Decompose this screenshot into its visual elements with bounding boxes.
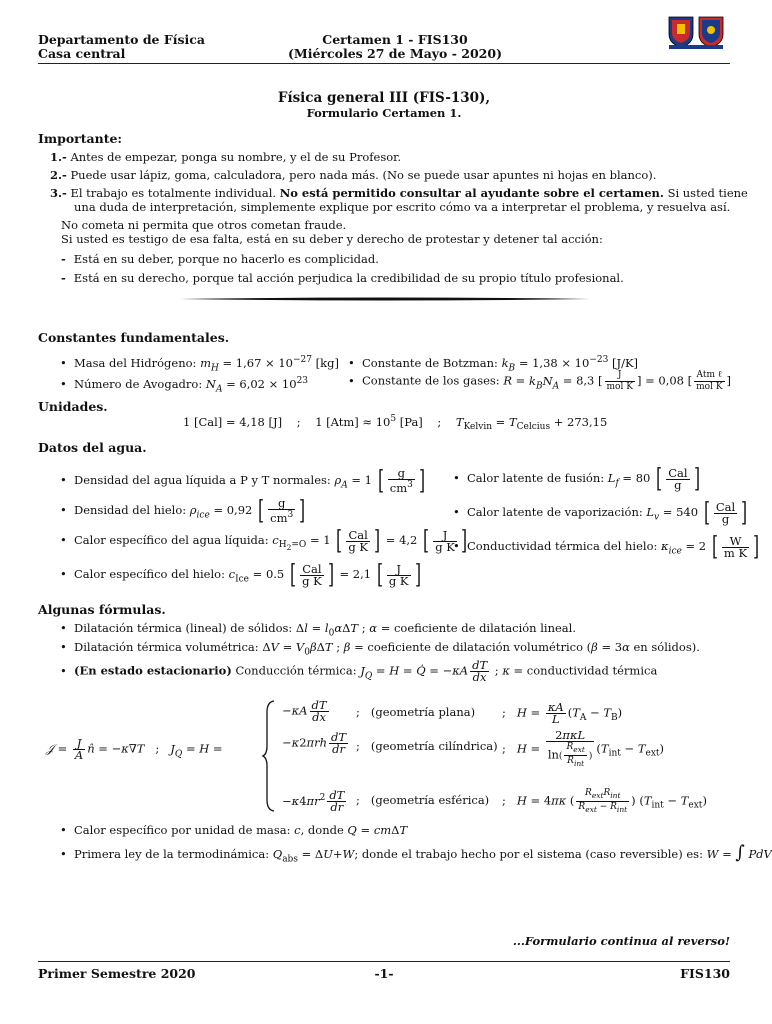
gas-constant: • Constante de los gases: $R = k_BN_A = 8,3$ [ $\frac{J}{\text{mol K}}$ ] = 0,08 [ $\frac{\text{Atm ℓ}}{\text{mol K}}$ ] [348,370,732,392]
boltzmann-constant: • Constante de Botzman: $k_B = 1,38 \times 10^{-23}$ [J/K] [348,355,639,374]
dash-text: Está en su derecho, porque tal acción perjudica la credibilidad de su propio título profesional. [73,271,624,285]
label: (geometría plana) [370,705,476,719]
continue-note: ...Formulario continua al reverso! [512,934,730,948]
label: Densidad del agua líquida a P y T normales: [74,473,331,487]
course-code: FIS130 [680,966,730,981]
hydrogen-mass: • Masa del Hidrógeno: $m_H = 1,67 \times 10^{-27}$ [kg] [60,355,339,374]
university-crest-icon [665,14,727,50]
campus-name: Casa central [38,46,126,61]
label: Calor específico por unidad de masa: [74,823,291,837]
label: Calor específico del agua líquida: [74,533,269,547]
label: en sólidos). [633,640,700,654]
units-equations: 1 [Cal] = 4,18 [J] ; 1 $[Atm] \approx 10^5$ [Pa] ; $T_{Kelvin} = T_{Celcius} + 273,15$ [183,414,608,433]
label: (geometría esférica) [370,793,490,807]
label: Conducción térmica: [235,663,357,678]
water-density: • Densidad del agua líquida a P y T normales: $\rho_A = 1$ [ $\frac{g}{cm^3}$ ] [60,466,426,496]
cylindrical-geometry-h: ; H = 2πκL ln( $\frac{R_{ext}}{R_{int}}$ ) $(T_{int} - T_{ext})$ [502,728,665,768]
exam-date: (Miércoles 27 de Mayo - 2020) [287,46,502,61]
label: Conductividad térmica del hielo: [467,539,658,553]
water-heading: Datos del agua. [38,440,147,455]
spherical-geometry-row: $-\kappa 4\pi r^2$ $\frac{dT}{dr}$ [282,788,345,815]
page-number: -1- [374,966,394,981]
label: = coeficiente de dilatación lineal. [380,621,576,635]
plane-geometry-row: −κA $\frac{dT}{dx}$ [282,698,327,724]
item-text: Si usted tiene [667,186,748,200]
label: Primera ley de la termodinámica: [74,847,270,861]
constants-heading: Constantes fundamentales. [38,330,230,345]
plane-geometry-h: ; H = $\frac{\kappa A}{L}$ $(T_A - T_B)$ [502,700,623,726]
flux-equation: 𝒥 = $\frac{J}{A}$ n̂ = −κ∇T ; $J_Q = H$ = [46,736,223,762]
label: = conductividad térmica [513,663,658,678]
important-item-3-cont: una duda de interpretación, simplemente explique por escrito cómo va a interpretar el problema, y resuelva así. [74,200,731,214]
formulas-heading: Algunas fórmulas. [38,602,166,617]
exam-name: Certamen 1 - FIS130 [322,32,468,47]
units-heading: Unidades. [38,399,108,414]
item-number: 2.- [50,168,67,182]
label: Calor latente de fusión: [467,471,605,485]
label: Número de Avogadro: [74,376,203,391]
avogadro-number: • Número de Avogadro: $N_A = 6,02 \times 10^{23}$ [60,376,309,395]
item-text-bold: No está permitido consultar al ayudante sobre el certamen. [279,186,664,200]
footer-rule [38,961,730,962]
department-name: Departamento de Física [38,32,205,47]
spherical-geometry-h: ; H = 4πκ ( $\frac{R_{ext}R_{int}}{R_{ext} - R_{int}}$ ) $(T_{int} - T_{ext})$ [502,788,707,814]
witness-notice: Si usted es testigo de esa falta, está en su deber y derecho de protestar y detener tal acción: [61,232,603,246]
linear-expansion: • Dilatación térmica (lineal) de sólidos: $\Delta l = l_0\alpha\Delta T$ ; α = coeficiente de dilatación lineal. [60,621,576,639]
semester-label: Primer Semestre 2020 [38,966,196,981]
volume-expansion: • Dilatación térmica volumétrica: $\Delta V = V_0\beta\Delta T$ ; β = coeficiente de dilatación volumétrico (β = 3α en sólidos). [60,640,700,658]
ice-density: • Densidad del hielo: $\rho_{ice} = 0,92$ [ $\frac{g}{cm^3}$ ] [60,496,306,526]
dash-item-1: - Está en su deber, porque no hacerlo es complicidad. [61,252,379,266]
important-item-2 [50,167,656,183]
spherical-geometry-label: ; (geometría esférica) [356,793,490,807]
item-text: Puede usar lápiz, goma, calculadora, pero nada más. (No se puede usar apuntes ni hojas en blanco). [70,168,657,182]
important-heading: Importante: [38,131,123,146]
label: Calor latente de vaporización: [467,505,643,519]
cases-brace [262,700,276,812]
label: Densidad del hielo: [74,503,187,517]
label: ; donde el trabajo hecho por el sistema (caso reversible) es: [354,847,703,861]
label: Dilatación térmica volumétrica: [74,640,259,654]
label: Constante de los gases: [362,373,500,388]
label: (geometría cilíndrica) [370,739,498,753]
item-number: 3.- [50,186,67,200]
label: Constante de Botzman: [362,355,498,370]
fraud-notice: No cometa ni permita que otros cometan fraude. [61,218,347,232]
label-bold: (En estado estacionario) [74,663,232,678]
water-specific-heat: • Calor específico del agua líquida: $c_{H_2=O} = 1$ [ $\frac{\text{Cal}}{\text{g K}}$ ] = 4,2 [ $\frac{J}{\text{g K}}$ ] [60,526,467,556]
dash-text: Está en su deber, porque no hacerlo es complicidad. [73,252,379,266]
label: Dilatación térmica (lineal) de sólidos: [74,621,293,635]
label: = coeficiente de dilatación volumétrico ( [354,640,592,654]
label: Calor específico del hielo: [74,567,225,581]
item-text: Antes de empezar, ponga su nombre, y el de su Profesor. [70,150,402,164]
important-item-1 [50,149,401,165]
header-rule [38,63,730,64]
page-subtitle: Formulario Certamen 1. [306,106,462,120]
cylindrical-geometry-row: −κ2πrh $\frac{dT}{dr}$ [282,730,347,756]
dash-item-2: - Está en su derecho, porque tal acción perjudica la credibilidad de su propio título profesional. [61,271,624,285]
cylindrical-geometry-label: ; (geometría cilíndrica) [356,739,498,753]
item-number: 1.- [50,150,67,164]
ice-specific-heat: • Calor específico del hielo: $c_{Ice} = 0.5$ [ $\frac{\text{Cal}}{\text{g K}}$ ] = 2,1 [ $\frac{J}{\text{g K}}$ ] [60,560,421,590]
page-title: Física general III (FIS-130), [277,90,491,106]
first-law: • Primera ley de la termodinámica: $Q_{abs} = \Delta U+W$; donde el trabajo hecho por el sistema (caso reversible) es: W = ∫ PdV [60,842,772,865]
plane-geometry-label: ; (geometría plana) [356,705,476,719]
specific-heat-mass: • Calor específico por unidad de masa: c, donde Q = cmΔT [60,823,408,837]
item-text: El trabajo es totalmente individual. [70,186,277,200]
section-divider [180,296,590,302]
vaporization-latent-heat: • Calor latente de vaporización: $L_v = 540$ [ $\frac{\text{Cal}}{g}$ ] [453,498,748,528]
thermal-conduction: • (En estado estacionario) Conducción térmica: $J_Q = H$ = Q̇ = −κA $\frac{dT}{dx}$ ; κ = conductividad térmica [60,658,658,684]
label: Masa del Hidrógeno: [74,355,197,370]
ice-thermal-conductivity: • Conductividad térmica del hielo: $\kappa_{ice} = 2$ [ $\frac{W}{\text{m K}}$ ] [453,532,760,562]
label: , donde [300,823,344,837]
fusion-latent-heat: • Calor latente de fusión: $L_f = 80$ [ $\frac{\text{Cal}}{g}$ ] [453,464,700,494]
